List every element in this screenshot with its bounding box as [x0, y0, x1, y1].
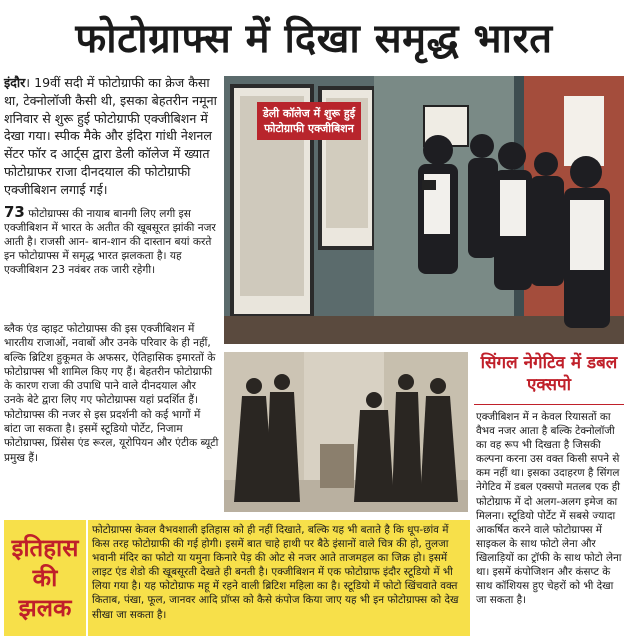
- photo-count: 73: [4, 202, 25, 221]
- vintage-photo-illustration: [224, 352, 468, 512]
- side-divider: [474, 404, 624, 405]
- photo-caption: डेली कॉलेज में शुरू हुई फोटोग्राफी एक्जीबिशन: [257, 102, 361, 140]
- vintage-group-photo: [224, 352, 468, 512]
- lead-paragraph: [4, 74, 219, 199]
- third-paragraph: ब्लैक एंड व्हाइट फोटोग्राफ्स की इस एक्जीबिशन में भारतीय राजाओं, नवाबों और उनके परिवार के ही नहीं, बल्कि ब्रिटिश हुकूमत के अफसर, ऐतिहासिक इमारतों के फोटोग्राफ्स भी शामिल किए गए हैं। बेहतरीन फोटोग्राफी के कारण राजा की उपाधि पाने वाले दीनदयाल और उनके बेटे द्वारा लिए गए फोटोग्राफ्स यहां प्रदर्शित हैं। फोटोग्राफ्स की नजर से इस प्रदर्शनी को कई भागों में बांटा जा सकता है। इसमें स्टूडियो पोर्टेट, निजाम फोटोग्राफ्स, प्रिंसेस एंड रूरल, यूरोपियन और एंटीक ब्यूटी प्रमुख हैं।: [4, 323, 219, 464]
- second-paragraph-text: फोटोग्राफ्स की नायाब बानगी लिए लगी इस एक्जीबिशन में भारत के अतीत की खूबसूरत झांकी नजर आती है। राजसी आन- बान-शान की दास्तान बयां करते इन फोटोग्राफ्स में समृद्ध भारत झलकता है। यह एक्जीबिशन 23 नवंबर तक जारी रहेगी।: [4, 207, 216, 277]
- box-title-line-2: की: [32, 564, 58, 592]
- headline: फोटोग्राफ्स में दिखा समृद्ध भारत: [75, 15, 553, 62]
- second-paragraph: [4, 202, 219, 278]
- history-box-text: फोटोग्राफ्स केवल वैभवशाली इतिहास को ही नहीं दिखाते, बल्कि यह भी बताते है कि धूप-छांव में किस तरह फोटोग्राफी की गई होगी। इसमें बात चाहे हाथी पर बैठे इंसानों वाले चित्र की हो, तुलजा भवानी मंदिर का फोटो या यमुना किनारे पेड़ की ओट से नजर आते ताजमहल का जिक्र हो। इसमें लाइट एंड शेडो की खूबसूरती देखते ही बनती है। एक्जीबिशन में एक फोटोग्राफ इंदौर स्टूडियो में भी लिया गया है। यह फोटोग्राफ महू में रहने वाली ब्रिटिश महिला का है। स्टूडियो में फोटो खिंचवाते वक्त किताब, पंखा, फूल, जानवर आदि प्रॉप्स को कैसे कंपोज किया जाए यह भी इन फोटोग्राफ्स को देख सीखा जा सकता है।: [88, 520, 470, 636]
- lead-text: । 19वीं सदी में फोटोग्राफी का क्रेज कैसा था, टेक्नोलॉजी कैसी थी, इसका बेहतरीन नमूना शनिवार से शुरू हुई फोटोग्राफी एक्जीबिशन में देखा गया। स्पीक मैके और इंदिरा गांधी नेशनल सेंटर फॉर द आर्ट्स द्वारा डेली कॉलेज में ख्यात फोटोग्राफर राजा दीनदयाल की फोटोग्राफी एक्जीबिशन लगाई गई।: [4, 75, 217, 197]
- history-box-title: [4, 520, 86, 636]
- side-text: एक्जीबिशन में न केवल रियासतों का वैभव नजर आता है बल्कि टेक्नोलॉजी का वह रूप भी दिखता है जिसकी कल्पना करना उस वक्त किसी सपने से कम नहीं था। इसका उदाहरण है सिंगल नेगेटिव में डबल एक्सपो मतलब एक ही फोटोग्राफ में दो अलग-अलग इमेज का मिलना। स्टूडियो पोर्टेट में सबसे ज्यादा आकर्षित करने वाले फोटोग्राफ्स में साइकल के साथ फोटो लेना और खिलाड़ियों का ट्रॉफी के साथ फोटो लेना था। इसमें कंपोजिशन और कंसप्ट के साथ कॉशियस हुए चेहरों को भी देखा जा सकता है।: [476, 411, 622, 607]
- left-column: [4, 74, 219, 278]
- box-title-line-3: झलक: [18, 594, 72, 622]
- side-heading: सिंगल नेगेटिव में डबल एक्सपो: [480, 353, 618, 395]
- dateline: इंदौर: [4, 75, 26, 90]
- box-title-line-1: इतिहास: [11, 534, 79, 562]
